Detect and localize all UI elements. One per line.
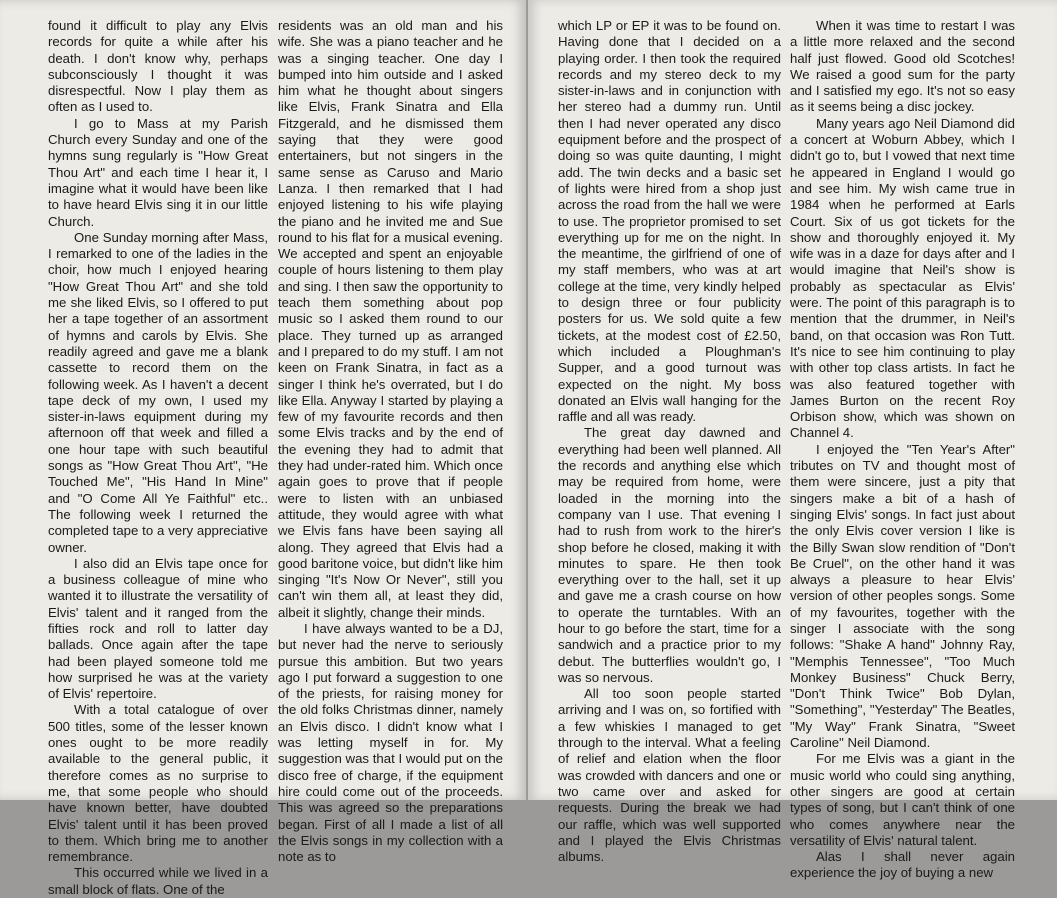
paragraph: All too soon people started arriving and I was on, so fortified with a few whiskies I managed to get through to the interval. What a feeling of relief and elation when the floor was crowded with dancers and one or two came over and asked for requests. During the break we had our raffle, which was well supported and I played the Elvis Christmas albums. <box>558 686 781 865</box>
paragraph: One Sunday morning after Mass, I remarked to one of the ladies in the choir, how much I enjoyed hearing "How Great Thou Art" and she told me she liked Elvis, so I offered to put her a tape together of an assortment of hymns and carols by Elvis. She readily agreed and gave me a blank cassette to record them on the following week. As I haven't a decent tape deck of my own, I used my sister-in-laws equipment during my afternoon off that week and filled a one hour tape with such beautiful songs as "How Great Thou Art", "He Touched Me", "His Hand In Mine" and "O Come All Ye Faithful" etc.. The following week I returned the completed tape to a very appreciative owner. <box>48 229 268 555</box>
paragraph: I also did an Elvis tape once for a business colleague of mine who wanted it to illustrate the versatility of Elvis' talent and it ranged from the fifties rock and roll to latter day ballads. Once again after the tape had been played someone told me how surprised he was at the variety of Elvis' repertoire. <box>48 555 268 702</box>
paragraph: For me Elvis was a giant in the music world who could sing anything, other singers are good at certain types of song, but I can't think of one who comes anywhere near the versatility of Elvis' natural talent. <box>790 751 1015 848</box>
column-3 <box>558 18 781 865</box>
paragraph: I go to Mass at my Parish Church every Sunday and one of the hymns sung regularly is "How Great Thou Art" and each time I hear it, I imagine what it would have been like to have heard Elvis sing it in our little Church. <box>48 115 268 229</box>
paragraph: The great day dawned and everything had been well planned. All the records and anything else which may be required from home, were loaded in the morning into the company van I use. That evening I had to rush from work to the hirer's shop before he closed, making it with minutes to spare. He then took everything over to the hall, set it up and gave me a crash course on how to operate the turntables. With an hour to go before the start, time for a sandwich and a practice prior to my debut. The butterflies wouldn't go, I was so nervous. <box>558 425 781 685</box>
paragraph: This occurred while we lived in a small block of flats. One of the <box>48 865 268 897</box>
left-page <box>0 0 526 897</box>
paragraph: I have always wanted to be a DJ, but never had the nerve to seriously pursue this ambition. But two years ago I put forward a suggestion to one of the priests, for raising money for the old folks Christmas dinner, namely an Elvis disco. I didn't know what I was letting myself in for. My suggestion was that I would put on the disco free of charge, if the equipment hire could come out of the proceeds. This was agreed so the preparations began. First of all I made a list of all the Elvis songs in my collection with a note as to <box>278 620 503 865</box>
paragraph: Many years ago Neil Diamond did a concert at Woburn Abbey, which I didn't go to, but I vowed that next time he appeared in England I would go and see him. My wish came true in 1984 when he performed at Earls Court. Six of us got tickets for the show and thoroughly enjoyed it. My wife was in a daze for days after and I would imagine that Neil's show is probably as spectacular as Elvis' were. The point of this paragraph is to mention that the drummer, in Neil's band, on that occasion was Ron Tutt. It's nice to see him continuing to play with other top class artists. In fact he was also featured together with James Burton on the recent Roy Orbison show, which was shown on Channel 4. <box>790 115 1015 441</box>
column-4 <box>790 18 1015 881</box>
paragraph: residents was an old man and his wife. She was a piano teacher and he was a singing teacher. One day I bumped into him outside and I asked him what he thought about singers like Elvis, Frank Sinatra and Ella Fitzgerald, and he dismissed them saying that they were good entertainers, but not singers in the same sense as Caruso and Mario Lanza. I then remarked that I had enjoyed listening to his wife playing the piano and he invited me and Sue round to his flat for a musical evening. We accepted and spent an enjoyable couple of hours listening to them play and sing. I then saw the opportunity to teach them something about pop music so I asked them round to our place. They turned up as arranged and I prepared to do my stuff. I am not keen on Frank Sinatra, in fact as a singer I think he's overrated, but I do like Ella. Anyway I started by playing a few of my favourite records and then some Elvis tracks and by the end of the evening they had to admit that they had under-rated him. Which once again goes to prove that if people were to listen with an unbiased attitude, they would agree with what we Elvis fans have been saying all along. They agreed that Elvis had a good baritone voice, but didn't like him singing "It's Now Or Never", still you can't win them all, at least they did, albeit it slightly, change their minds. <box>278 18 503 620</box>
paragraph: I enjoyed the "Ten Year's After" tributes on TV and thought most of them were sincere, just a pity that singers make a bit of a hash of singing Elvis' songs. In fact just about the only Elvis cover version I like is the Billy Swan slow rendition of "Don't Be Cruel", on the other hand it was always a pleasure to hear Elvis' version of other peoples songs. Some of my favourites, together with the singer I associate with the song follows: "Shake A hand" Johnny Ray, "Memphis Tennessee", "Too Much Monkey Business" Chuck Berry, "Don't Think Twice" Bob Dylan, "Something", "Yesterday" The Beatles, "My Way" Frank Sinatra, "Sweet Caroline" Neil Diamond. <box>790 441 1015 751</box>
right-page <box>528 0 1057 881</box>
paragraph: With a total catalogue of over 500 titles, some of the lesser known ones ought to be more readily available to the general public, it therefore comes as no surprise to me, that some people who should have known better, have doubted Elvis' talent until it has been proved to them. Which bring me to another remembrance. <box>48 702 268 865</box>
paragraph: Alas I shall never again experience the joy of buying a new <box>790 849 1015 881</box>
column-2 <box>278 18 503 865</box>
paragraph: found it difficult to play any Elvis records for quite a while after his death. I don't know why, perhaps subconsciously I thought it was disrespectful. Now I play them as often as I used to. <box>48 18 268 115</box>
paragraph: When it was time to restart I was a little more relaxed and the second half just flowed. Good old Scotches! We raised a good sum for the party and I satisfied my ego. It's not so easy as it seems being a disc jockey. <box>790 18 1015 115</box>
paragraph: which LP or EP it was to be found on. Having done that I decided on a playing order. I then took the required records and my stereo deck to my sister-in-laws and in conjunction with her stereo had a dummy run. Until then I had never operated any disco equipment before and the prospect of doing so was quite daunting, I might add. The twin decks and a basic set of lights were hired from a shop just across the road from the hall we were to use. The proprietor promised to set everything up for me on the night. In the meantime, the girlfriend of one of my staff members, who was at art college at the time, very kindly helped to design three or four publicity posters for us. We sold quite a few tickets, at the modest cost of £2.50, which included a Ploughman's Supper, and a good turnout was expected on the night. My boss donated an Elvis wall hanging for the raffle and all was ready. <box>558 18 781 425</box>
column-1 <box>48 18 268 897</box>
